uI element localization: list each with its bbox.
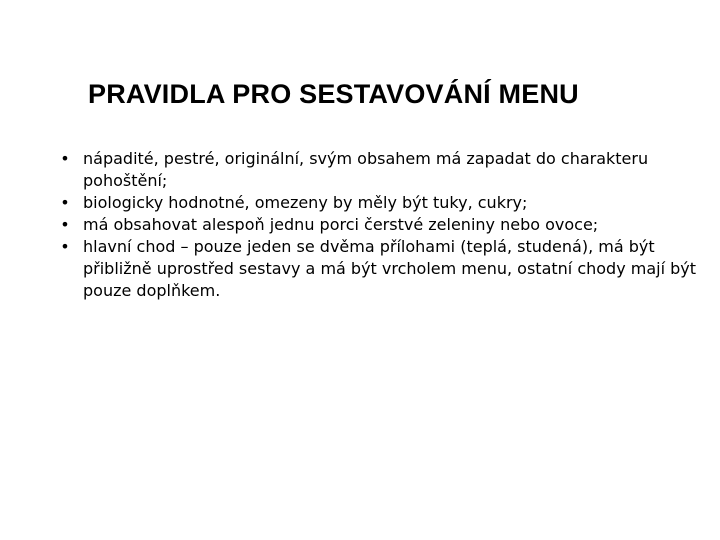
bullet-icon: • (60, 237, 70, 256)
list-item (58, 148, 698, 192)
bullet-icon: • (60, 149, 70, 168)
list-item (58, 214, 698, 236)
bullet-icon: • (60, 215, 70, 234)
bullet-text: biologicky hodnotné, omezeny by měly být tuky, cukry; (83, 193, 528, 212)
list-item (58, 192, 698, 214)
slide-title: PRAVIDLA PRO SESTAVOVÁNÍ MENU (88, 79, 579, 109)
bullet-text: nápadité, pestré, originální, svým obsahem má zapadat do charakteru pohoštění; (83, 149, 649, 190)
bullet-text: má obsahovat alespoň jednu porci čerstvé zeleniny nebo ovoce; (83, 215, 599, 234)
bullet-text: hlavní chod – pouze jeden se dvěma přílohami (teplá, studená), má být přibližně uprostřed sestavy a má být vrcholem menu, ostatní chody mají být pouze doplňkem. (83, 237, 697, 300)
list-item (58, 236, 698, 302)
bullet-icon: • (60, 193, 70, 212)
bullet-list (58, 148, 698, 302)
